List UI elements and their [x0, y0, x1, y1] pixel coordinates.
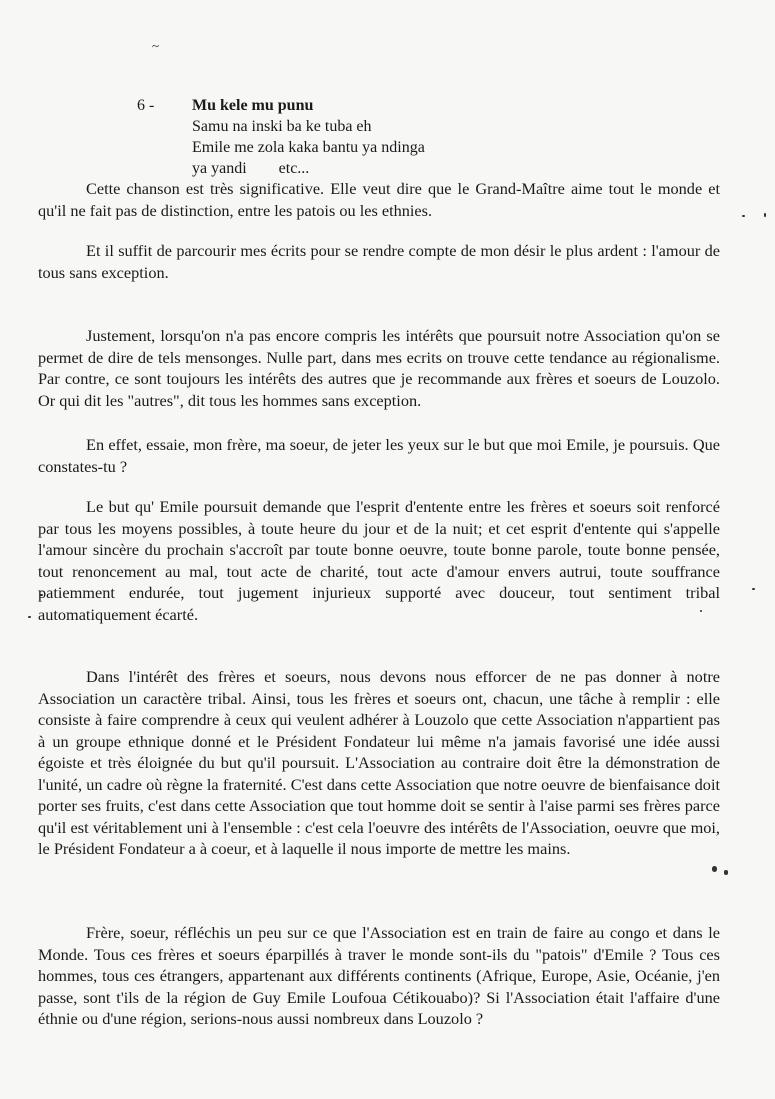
- scan-speck: [724, 870, 728, 875]
- top-mark: ~: [152, 38, 160, 53]
- scan-speck: [742, 215, 745, 217]
- scan-speck: [752, 588, 755, 590]
- verse-line: ya yandi etc...: [192, 160, 310, 177]
- paragraph: Frère, soeur, réfléchis un peu sur ce que l'Association est en train de faire au congo et dans le Monde. Tous ces frères et soeurs éparpillés à traver le monde sont-ils du "patois" d'Emile ? Tous ces hommes, tous ces étrangers, appartenant aux différents continents (Afrique, Europe, Asie, Océanie, j'en passe, sont t'ils de la région de Guy Emile Loufoua Cétikouabo)? Si l'Association était l'affaire d'une éthnie ou d'une région, serions-nous aussi nombreux dans Louzolo ?: [38, 923, 720, 1028]
- paragraph: Et il suffit de parcourir mes écrits pour se rendre compte de mon désir le plus ardent : l'amour de tous sans exception.: [38, 241, 720, 282]
- paragraph: Dans l'intérêt des frères et soeurs, nous devons nous efforcer de ne pas donner à notre Association un caractère tribal. Ainsi, tous les frères et soeurs ont, chacun, une tâche à remplir : elle consiste à faire comprendre à ceux qui veulent adhérer à Louzolo que cette Association n'appartient pas à un groupe ethnique donné et le Président Fondateur lui même n'a jamais favorisé une idée aussi égoiste et très éloignée du but qu'il poursuit. L'Association au contraire doit être la démonstration de l'unité, un cadre où règne la fraternité. C'est dans cette Association que notre oeuvre de bienfaisance doit porter ses fruits, c'est dans cette Association que tout homme doit se sentir à l'aise parmi ses frères parce qu'il est véritablement uni à l'ensemble : c'est cela l'oeuvre des intérêts de l'Association, oeuvre que moi, le Président Fondateur a à coeur, et à laquelle il nous importe de mettre les mains.: [38, 667, 720, 858]
- scan-speck: [764, 213, 766, 217]
- verse-line: Mu kele mu punu: [192, 97, 314, 114]
- paragraph: En effet, essaie, mon frère, ma soeur, de jeter les yeux sur le but que moi Emile, je poursuis. Que constates-tu ?: [38, 435, 720, 476]
- verse-line: Samu na inski ba ke tuba eh: [192, 118, 372, 135]
- verse-lines: [192, 95, 552, 179]
- verse-number: 6 -: [137, 97, 155, 114]
- scan-speck: [712, 866, 717, 872]
- verse-line: Emile me zola kaka bantu ya ndinga: [192, 139, 425, 156]
- paragraph: Justement, lorsqu'on n'a pas encore compris les intérêts que poursuit notre Association qu'on se permet de dire de tels mensonges. Nulle part, dans mes ecrits on trouve cette tendance au régionalisme. Par contre, ce sont toujours les intérêts des autres que je recommande aux frères et soeurs de Louzolo. Or qui dit les "autres", dit tous les hommes sans exception.: [38, 326, 720, 410]
- paragraph: Le but qu' Emile poursuit demande que l'esprit d'entente entre les frères et soeurs soit renforcé par tous les moyens possibles, à toute heure du jour et de la nuit; et cet esprit d'entente qui s'appelle l'amour sincère du prochain s'accroît par toute bonne oeuvre, toute bonne parole, toute bonne pensée, tout renoncement au mal, tout acte de charité, tout acte d'amour envers autrui, toute souffrance patiemment endurée, tout jugement injurieux supporté avec douceur, tout sentiment tribal automatiquement écarté.: [38, 497, 720, 624]
- paragraph: Cette chanson est très significative. Elle veut dire que le Grand-Maître aime tout le monde et qu'il ne fait pas de distinction, entre les patois ou les ethnies.: [38, 179, 720, 220]
- scan-speck: [28, 616, 31, 618]
